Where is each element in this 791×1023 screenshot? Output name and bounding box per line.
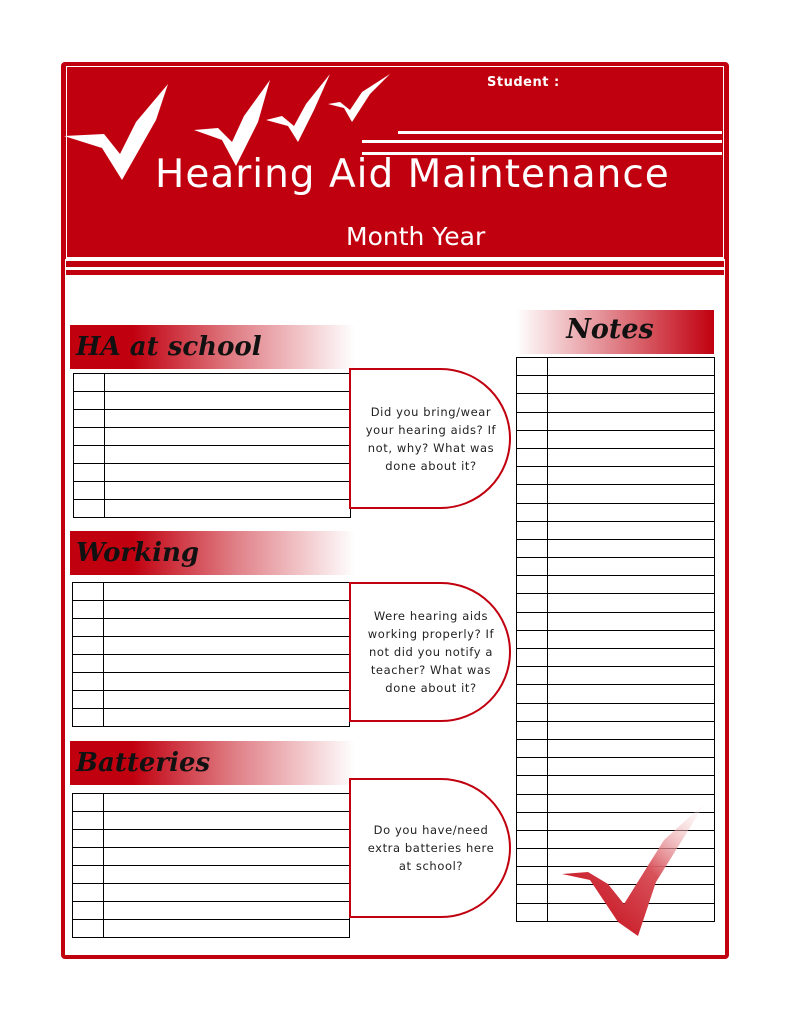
table-row <box>73 691 350 709</box>
section-heading-ha-at-school: HA at school <box>70 325 355 369</box>
row-entry-cell[interactable] <box>104 902 350 920</box>
row-date-cell[interactable] <box>517 849 548 867</box>
row-entry-cell[interactable] <box>548 358 715 376</box>
table-row <box>517 758 715 776</box>
table-row <box>74 446 351 464</box>
table-row <box>517 358 715 376</box>
row-date-cell[interactable] <box>517 576 548 594</box>
row-entry-cell[interactable] <box>104 709 350 727</box>
row-entry-cell[interactable] <box>104 637 350 655</box>
section-heading-batteries: Batteries <box>70 741 355 785</box>
table-row <box>517 539 715 557</box>
table-row <box>73 794 350 812</box>
row-date-cell[interactable] <box>517 467 548 485</box>
table-row <box>73 848 350 866</box>
row-date-cell[interactable] <box>517 758 548 776</box>
checkmark-icon <box>328 74 390 122</box>
row-entry-cell[interactable] <box>548 394 715 412</box>
row-date-cell[interactable] <box>73 709 104 727</box>
row-date-cell[interactable] <box>73 619 104 637</box>
row-date-cell[interactable] <box>73 655 104 673</box>
table-row <box>517 521 715 539</box>
row-entry-cell[interactable] <box>104 920 350 938</box>
row-entry-cell[interactable] <box>104 848 350 866</box>
row-entry-cell[interactable] <box>548 467 715 485</box>
row-date-cell[interactable] <box>517 448 548 466</box>
question-bubble-working: Were hearing aids working properly? If not did you notify a teacher? What was done about it? <box>349 582 511 722</box>
row-entry-cell[interactable] <box>104 830 350 848</box>
table-row <box>517 685 715 703</box>
row-date-cell[interactable] <box>73 830 104 848</box>
row-date-cell[interactable] <box>517 885 548 903</box>
row-entry-cell[interactable] <box>105 428 351 446</box>
row-date-cell[interactable] <box>73 848 104 866</box>
row-entry-cell[interactable] <box>105 482 351 500</box>
table-row <box>73 920 350 938</box>
table-row <box>74 392 351 410</box>
row-date-cell[interactable] <box>73 691 104 709</box>
banner-stripes <box>66 258 724 278</box>
row-date-cell[interactable] <box>73 673 104 691</box>
table-row <box>74 428 351 446</box>
row-entry-cell[interactable] <box>105 410 351 428</box>
row-entry-cell[interactable] <box>548 430 715 448</box>
row-entry-cell[interactable] <box>548 576 715 594</box>
row-date-cell[interactable] <box>517 794 548 812</box>
row-entry-cell[interactable] <box>548 448 715 466</box>
question-bubble-ha-at-school: Did you bring/wear your hearing aids? If not, why? What was done about it? <box>349 368 511 509</box>
table-row <box>517 630 715 648</box>
table-row <box>517 448 715 466</box>
table-row <box>73 637 350 655</box>
page-title: Hearing Aid Maintenance <box>155 152 670 197</box>
row-date-cell[interactable] <box>517 812 548 830</box>
row-date-cell[interactable] <box>73 637 104 655</box>
table-row <box>73 655 350 673</box>
table-row <box>517 576 715 594</box>
row-date-cell[interactable] <box>517 612 548 630</box>
row-entry-cell[interactable] <box>548 612 715 630</box>
row-date-cell[interactable] <box>73 902 104 920</box>
row-date-cell[interactable] <box>517 430 548 448</box>
row-entry-cell[interactable] <box>104 812 350 830</box>
table-row <box>74 464 351 482</box>
table-row <box>517 721 715 739</box>
question-bubble-batteries: Do you have/need extra batteries here at school? <box>349 778 511 918</box>
row-entry-cell[interactable] <box>105 446 351 464</box>
row-entry-cell[interactable] <box>105 464 351 482</box>
table-row <box>73 601 350 619</box>
table-row <box>517 376 715 394</box>
table-row <box>517 594 715 612</box>
row-date-cell[interactable] <box>517 721 548 739</box>
row-entry-cell[interactable] <box>548 539 715 557</box>
student-label: Student : <box>487 75 560 90</box>
row-entry-cell[interactable] <box>548 685 715 703</box>
batteries-table <box>72 793 350 938</box>
row-date-cell[interactable] <box>73 583 104 601</box>
row-date-cell[interactable] <box>517 394 548 412</box>
row-date-cell[interactable] <box>517 485 548 503</box>
row-date-cell[interactable] <box>74 482 105 500</box>
row-date-cell[interactable] <box>73 884 104 902</box>
row-entry-cell[interactable] <box>105 500 351 518</box>
table-row <box>517 703 715 721</box>
month-year: Month Year <box>346 222 486 251</box>
row-date-cell[interactable] <box>517 539 548 557</box>
row-entry-cell[interactable] <box>104 866 350 884</box>
row-entry-cell[interactable] <box>548 594 715 612</box>
row-entry-cell[interactable] <box>548 376 715 394</box>
row-entry-cell[interactable] <box>548 703 715 721</box>
row-date-cell[interactable] <box>74 410 105 428</box>
row-date-cell[interactable] <box>73 601 104 619</box>
row-entry-cell[interactable] <box>548 667 715 685</box>
table-row <box>74 410 351 428</box>
row-entry-cell[interactable] <box>105 374 351 392</box>
table-row <box>73 673 350 691</box>
table-row <box>73 709 350 727</box>
row-date-cell[interactable] <box>517 376 548 394</box>
row-entry-cell[interactable] <box>548 503 715 521</box>
table-row <box>73 866 350 884</box>
row-entry-cell[interactable] <box>548 739 715 757</box>
table-row <box>517 485 715 503</box>
row-entry-cell[interactable] <box>548 485 715 503</box>
working-table <box>72 582 350 727</box>
row-date-cell[interactable] <box>517 412 548 430</box>
table-row <box>73 812 350 830</box>
table-row <box>73 619 350 637</box>
table-row <box>517 503 715 521</box>
row-date-cell[interactable] <box>517 558 548 576</box>
row-entry-cell[interactable] <box>105 392 351 410</box>
row-entry-cell[interactable] <box>548 630 715 648</box>
row-date-cell[interactable] <box>517 776 548 794</box>
row-date-cell[interactable] <box>517 739 548 757</box>
notes-heading: Notes <box>516 310 714 354</box>
row-entry-cell[interactable] <box>104 601 350 619</box>
row-date-cell[interactable] <box>74 446 105 464</box>
row-entry-cell[interactable] <box>548 558 715 576</box>
row-entry-cell[interactable] <box>104 583 350 601</box>
row-date-cell[interactable] <box>517 649 548 667</box>
row-date-cell[interactable] <box>74 500 105 518</box>
row-date-cell[interactable] <box>73 812 104 830</box>
row-date-cell[interactable] <box>74 374 105 392</box>
row-date-cell[interactable] <box>517 667 548 685</box>
row-entry-cell[interactable] <box>548 521 715 539</box>
notes-checkmark <box>560 800 710 940</box>
row-date-cell[interactable] <box>517 358 548 376</box>
row-entry-cell[interactable] <box>104 691 350 709</box>
table-row <box>517 667 715 685</box>
table-row <box>74 374 351 392</box>
row-entry-cell[interactable] <box>104 655 350 673</box>
row-entry-cell[interactable] <box>548 649 715 667</box>
table-row <box>74 482 351 500</box>
row-entry-cell[interactable] <box>548 776 715 794</box>
row-date-cell[interactable] <box>517 685 548 703</box>
section-heading-working: Working <box>70 531 355 575</box>
row-date-cell[interactable] <box>517 521 548 539</box>
table-row <box>74 500 351 518</box>
table-row <box>517 776 715 794</box>
row-date-cell[interactable] <box>517 703 548 721</box>
table-row <box>73 884 350 902</box>
table-row <box>73 902 350 920</box>
row-entry-cell[interactable] <box>548 412 715 430</box>
row-entry-cell[interactable] <box>104 794 350 812</box>
table-row <box>517 394 715 412</box>
row-entry-cell[interactable] <box>104 673 350 691</box>
row-date-cell[interactable] <box>517 594 548 612</box>
table-row <box>517 739 715 757</box>
row-date-cell[interactable] <box>517 903 548 921</box>
row-entry-cell[interactable] <box>104 619 350 637</box>
table-row <box>517 430 715 448</box>
table-row <box>517 467 715 485</box>
row-entry-cell[interactable] <box>548 758 715 776</box>
row-date-cell[interactable] <box>517 830 548 848</box>
row-date-cell[interactable] <box>73 794 104 812</box>
row-date-cell[interactable] <box>73 920 104 938</box>
ha-at-school-table <box>73 373 351 518</box>
row-entry-cell[interactable] <box>104 884 350 902</box>
row-entry-cell[interactable] <box>548 721 715 739</box>
table-row <box>73 830 350 848</box>
table-row <box>517 612 715 630</box>
row-date-cell[interactable] <box>517 867 548 885</box>
row-date-cell[interactable] <box>74 464 105 482</box>
row-date-cell[interactable] <box>517 630 548 648</box>
row-date-cell[interactable] <box>74 392 105 410</box>
checkmark-icon <box>64 84 168 180</box>
table-row <box>517 558 715 576</box>
table-row <box>517 649 715 667</box>
row-date-cell[interactable] <box>517 503 548 521</box>
table-row <box>73 583 350 601</box>
row-date-cell[interactable] <box>73 866 104 884</box>
table-row <box>517 412 715 430</box>
checkmark-icon <box>562 802 706 936</box>
checkmark-icon <box>266 74 330 142</box>
row-date-cell[interactable] <box>74 428 105 446</box>
